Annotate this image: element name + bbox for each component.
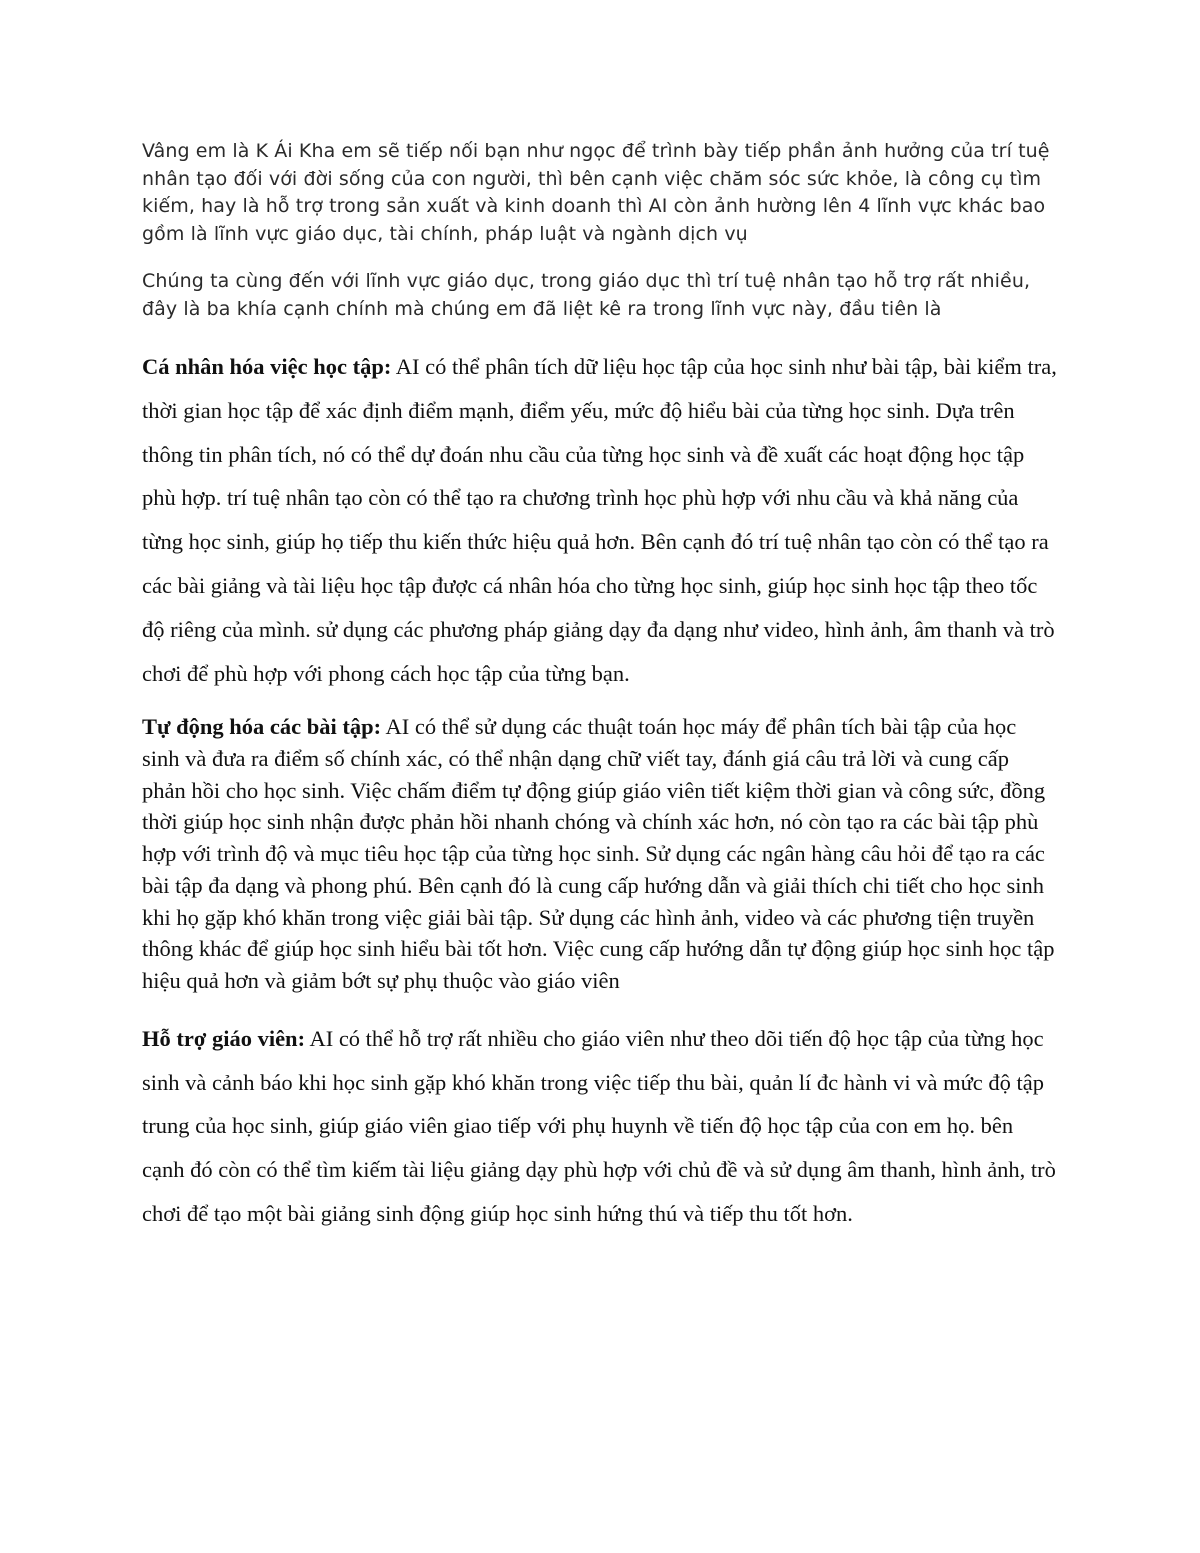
section-body-automated-exercises: AI có thể sử dụng các thuật toán học máy để phân tích bài tập của học sinh và đưa ra điểm số chính xác, có thể nhận dạng chữ viết tay, đánh giá câu trả lời và cung cấp phản hồi cho học sinh. Việc chấm điểm tự động giúp giáo viên tiết kiệm thời gian và công sức, đồng thời giúp học sinh nhận được phản hồi nhanh chóng và chính xác hơn, nó còn tạo ra các bài tập phù hợp với trình độ và mục tiêu học tập của từng học sinh. Sử dụng các ngân hàng câu hỏi để tạo ra các bài tập đa dạng và phong phú. Bên cạnh đó là cung cấp hướng dẫn và giải thích chi tiết cho học sinh khi họ gặp khó khăn trong việc giải bài tập. Sử dụng các hình ảnh, video và các phương tiện truyền thông khác để giúp học sinh hiểu bài tốt hơn. Việc cung cấp hướng dẫn tự động giúp học sinh học tập hiệu quả hơn và giảm bớt sự phụ thuộc vào giáo viên	[142, 714, 1055, 993]
intro-paragraph-2: Chúng ta cùng đến với lĩnh vực giáo dục, trong giáo dục thì trí tuệ nhân tạo hỗ trợ rất nhiều, đây là ba khía cạnh chính mà chúng em đã liệt kê ra trong lĩnh vực này, đầu tiên là	[142, 270, 1031, 320]
section-personalized-learning	[142, 345, 1058, 695]
section-body-personalized-learning: AI có thể phân tích dữ liệu học tập của học sinh như bài tập, bài kiểm tra, thời gian học tập để xác định điểm mạnh, điểm yếu, mức độ hiểu bài của từng học sinh. Dựa trên thông tin phân tích, nó có thể dự đoán nhu cầu của từng học sinh và đề xuất các hoạt động học tập phù hợp. trí tuệ nhân tạo còn có thể tạo ra chương trình học phù hợp với nhu cầu và khả năng của từng học sinh, giúp họ tiếp thu kiến thức hiệu quả hơn. Bên cạnh đó trí tuệ nhân tạo còn có thể tạo ra các bài giảng và tài liệu học tập được cá nhân hóa cho từng học sinh, giúp học sinh học tập theo tốc độ riêng của mình. sử dụng các phương pháp giảng dạy đa dạng như video, hình ảnh, âm thanh và trò chơi để phù hợp với phong cách học tập của từng bạn.	[142, 354, 1057, 686]
section-heading-teacher-support: Hỗ trợ giáo viên:	[142, 1025, 306, 1051]
intro-paragraph-1: Vâng em là K Ái Kha em sẽ tiếp nối bạn như ngọc để trình bày tiếp phần ảnh hưởng của trí tuệ nhân tạo đối với đời sống của con người, thì bên cạnh việc chăm sóc sức khỏe, là công cụ tìm kiếm, hay là hỗ trợ trong sản xuất và kinh doanh thì AI còn ảnh hường lên 4 lĩnh vực khác bao gồm là lĩnh vực giáo dục, tài chính, pháp luật và ngành dịch vụ	[142, 140, 1050, 245]
section-body-teacher-support: AI có thể hỗ trợ rất nhiều cho giáo viên như theo dõi tiến độ học tập của từng học sinh và cảnh báo khi học sinh gặp khó khăn trong việc tiếp thu bài, quản lí đc hành vi và mức độ tập trung của học sinh, giúp giáo viên giao tiếp với phụ huynh về tiến độ học tập của con em họ. bên cạnh đó còn có thể tìm kiếm tài liệu giảng dạy phù hợp với chủ đề và sử dụng âm thanh, hình ảnh, trò chơi để tạo một bài giảng sinh động giúp học sinh hứng thú và tiếp thu tốt hơn.	[142, 1025, 1056, 1226]
section-heading-automated-exercises: Tự động hóa các bài tập:	[142, 714, 382, 740]
section-heading-personalized-learning: Cá nhân hóa việc học tập:	[142, 354, 392, 379]
section-teacher-support	[142, 1017, 1058, 1236]
section-automated-exercises	[142, 711, 1058, 996]
